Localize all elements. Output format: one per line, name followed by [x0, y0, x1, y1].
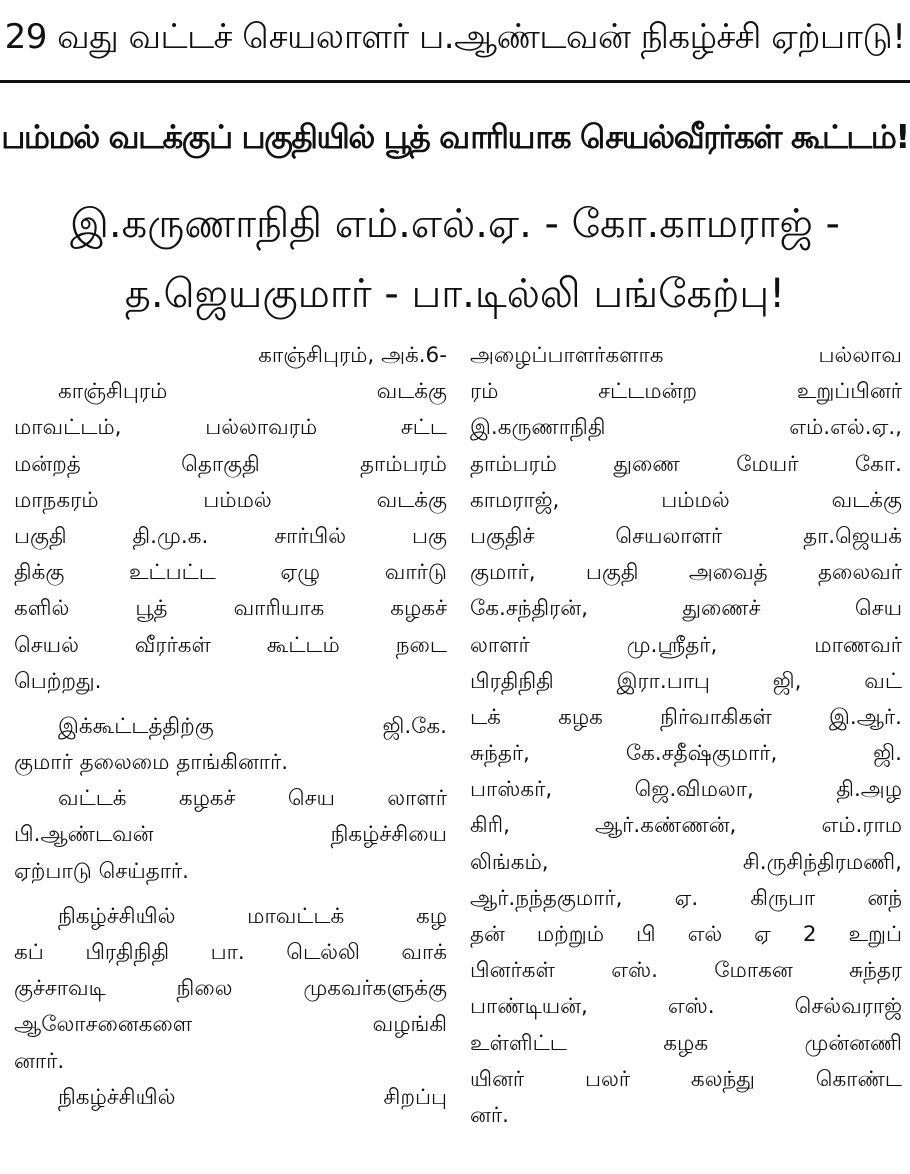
body-line: பாண்டியன், எஸ். செல்வராஜ் — [470, 994, 902, 1020]
body-line: இக்கூட்டத்திற்கு ஜி.கே. — [58, 713, 447, 739]
body-line: திக்கு உட்பட்ட ஏழு வார்டு — [14, 560, 447, 586]
body-line: களில் பூத் வாரியாக கழகச் — [14, 596, 447, 622]
body-line: பிரதிநிதி இரா.பாபு ஜி, வட் — [470, 668, 902, 694]
subheadline-line-1: இ.கருணாநிதி எம்.எல்.ஏ. - கோ.காமராஜ் - — [70, 200, 840, 247]
subheadline-line-2: த.ஜெயகுமார் - பா.டில்லி பங்கேற்பு! — [124, 270, 786, 317]
kicker-headline: 29 வது வட்டச் செயலாளர் ப.ஆண்டவன் நிகழ்ச்சி ஏற்பாடு! — [4, 17, 906, 57]
body-line: பெற்றது. — [14, 668, 102, 694]
body-line: காஞ்சிபுரம் வடக்கு — [58, 379, 447, 405]
body-line: லிங்கம், சி.ருசிந்திரமணி, — [470, 849, 902, 875]
body-line: கப் பிரதிநிதி பா. டெல்லி வாக் — [14, 940, 447, 965]
body-line: னார். — [14, 1048, 65, 1074]
article-column-left — [14, 338, 447, 1174]
body-line: னர். — [470, 1102, 509, 1128]
body-line: ஏற்பாடு செய்தார். — [14, 858, 190, 884]
kicker-underline — [0, 80, 910, 83]
body-line: யினர் பலர் கலந்து கொண்ட — [470, 1066, 902, 1092]
body-line: காமராஜ், பம்மல் வடக்கு — [470, 487, 902, 513]
body-line: பினர்கள் எஸ். மோகன சுந்தர — [470, 958, 902, 984]
body-line: கிரி, ஆர்.கண்ணன், எம்.ராம — [470, 813, 902, 839]
body-line: ஆலோசனைகளை வழங்கி — [14, 1012, 447, 1038]
body-line: குமார், பகுதி அவைத் தலைவர் — [470, 560, 902, 586]
body-line: செயல் வீரர்கள் கூட்டம் நடை — [14, 632, 447, 658]
body-line: மன்றத் தொகுதி தாம்பரம் — [14, 451, 447, 477]
body-line: நிகழ்ச்சியில் மாவட்டக் கழ — [58, 903, 447, 929]
body-line: வட்டக் கழகச் செய லாளர் — [58, 786, 447, 812]
body-line: தன் மற்றும் பி எல் ஏ 2 உறுப் — [470, 922, 902, 947]
article-column-right — [470, 338, 902, 1174]
body-line: மாவட்டம், பல்லாவரம் சட்ட — [14, 415, 447, 441]
body-line: மாநகரம் பம்மல் வடக்கு — [14, 487, 447, 513]
body-line: உள்ளிட்ட கழக முன்னணி — [470, 1030, 902, 1056]
body-line: பாஸ்கர், ஜெ.விமலா, தி.அழ — [470, 777, 902, 803]
body-line: லாளர் மு.ஸ்ரீதர், மாணவர் — [470, 632, 902, 658]
main-headline: பம்மல் வடக்குப் பகுதியில் பூத் வாரியாக செயல்வீரர்கள் கூட்டம்! — [1, 117, 909, 156]
body-line: குமார் தலைமை தாங்கினார். — [14, 750, 289, 776]
body-line: அழைப்பாளர்களாக பல்லாவ — [470, 343, 902, 368]
dateline: காஞ்சிபுரம், அக்.6- — [258, 343, 447, 368]
body-line: நிகழ்ச்சியில் சிறப்பு — [58, 1084, 447, 1110]
body-line: பி.ஆண்டவன் நிகழ்ச்சியை — [14, 822, 447, 848]
body-line: ஆர்.நந்தகுமார், ஏ. கிருபா னந் — [470, 885, 902, 911]
body-line: சுந்தர், கே.சதீஷ்குமார், ஜி. — [470, 741, 902, 767]
body-line: பகுதிச் செயலாளர் தா.ஜெயக் — [470, 523, 902, 549]
body-line: இ.கருணாநிதி எம்.எல்.ஏ., — [470, 415, 902, 441]
body-line: கே.சந்திரன், துணைச் செய — [470, 596, 902, 622]
body-line: ரம் சட்டமன்ற உறுப்பினர் — [470, 379, 902, 405]
body-line: தாம்பரம் துணை மேயர் கோ. — [470, 451, 902, 477]
body-line: குச்சாவடி நிலை முகவர்களுக்கு — [14, 976, 447, 1002]
body-line: பகுதி தி.மு.க. சார்பில் பகு — [14, 523, 447, 549]
body-line: டக் கழக நிர்வாகிகள் இ.ஆர். — [470, 704, 902, 730]
